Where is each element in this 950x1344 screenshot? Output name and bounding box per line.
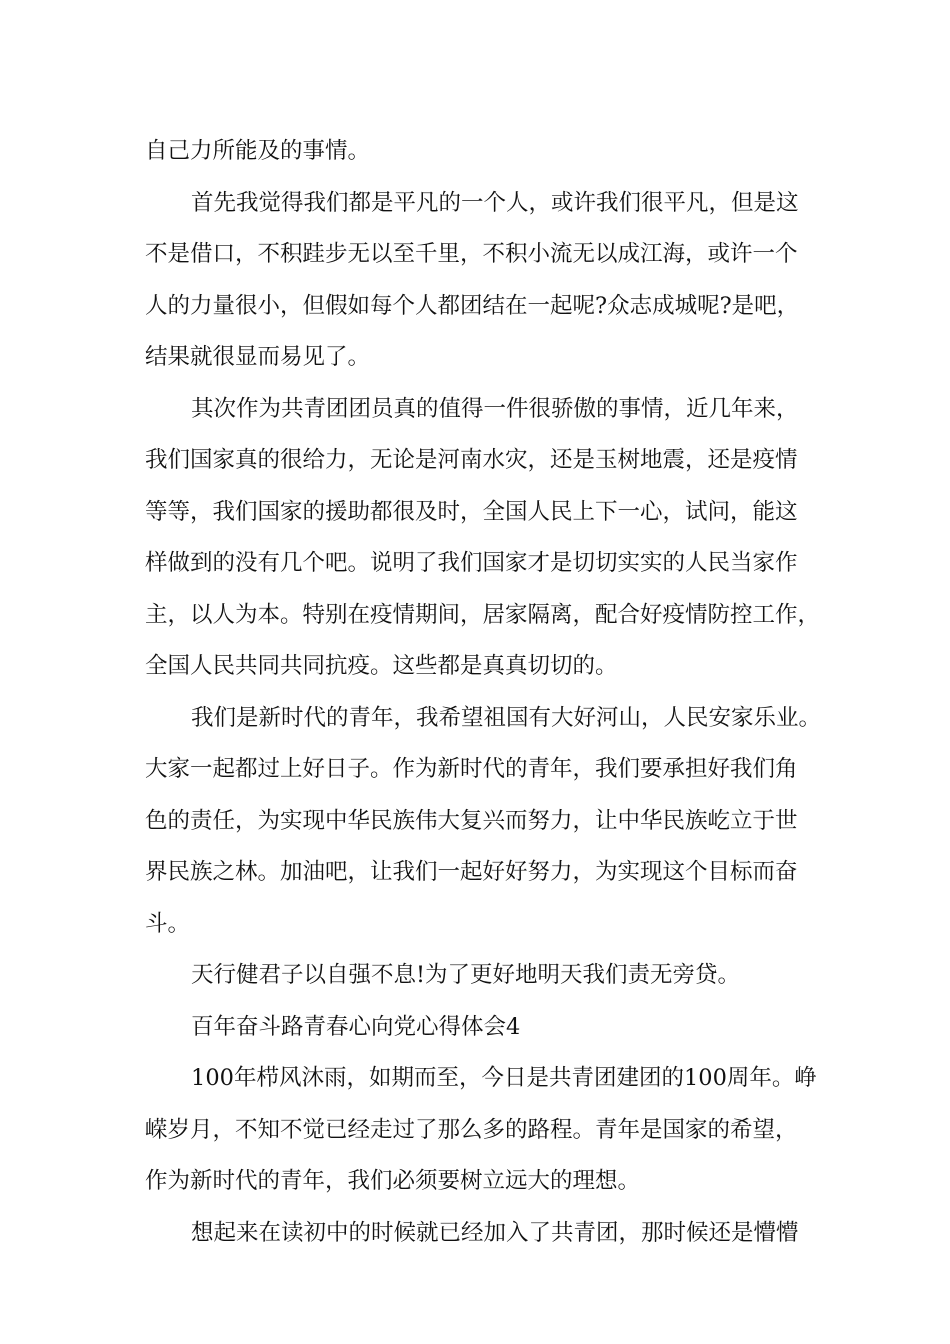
text-line: 作为新时代的青年，我们必须要树立远大的理想。 — [145, 1168, 641, 1194]
text-line: 自己力所能及的事情。 — [145, 138, 371, 164]
text-line: 色的责任，为实现中华民族伟大复兴而努力，让中华民族屹立于世 — [145, 807, 798, 834]
text-line: 想起来在读初中的时候就已经加入了共青团，那时候还是懵懵 — [191, 1219, 799, 1246]
text-line: 100年栉风沐雨，如期而至，今日是共青团建团的100周年。峥 — [191, 1065, 817, 1091]
text-line: 其次作为共青团团员真的值得一件很骄傲的事情，近几年来， — [191, 395, 799, 422]
text-line: 我们是新时代的青年，我希望祖国有大好河山，人民安家乐业。 — [191, 704, 822, 731]
text-line: 不是借口，不积跬步无以至千里，不积小流无以成江海，或许一个 — [145, 241, 798, 267]
text-line: 斗。 — [145, 910, 191, 937]
body-text — [145, 126, 825, 1259]
text-line: 天行健君子以自强不息!为了更好地明天我们责无旁贷。 — [191, 962, 741, 988]
section-heading: 百年奋斗路青春心向党心得体会4 — [191, 1013, 521, 1040]
text-line: 等等，我们国家的援助都很及时，全国人民上下一心，试问，能这 — [145, 498, 798, 525]
text-line: 我们国家真的很给力，无论是河南水灾，还是玉树地震，还是疫情 — [145, 447, 798, 473]
text-line: 首先我觉得我们都是平凡的一个人，或许我们很平凡，但是这 — [191, 189, 799, 216]
text-line: 界民族之林。加油吧，让我们一起好好努力，为实现这个目标而奋 — [145, 859, 798, 885]
text-line: 嵘岁月，不知不觉已经走过了那么多的路程。青年是国家的希望， — [145, 1116, 798, 1143]
text-line: 样做到的没有几个吧。说明了我们国家才是切切实实的人民当家作 — [145, 550, 798, 576]
text-line: 全国人民共同共同抗疫。这些都是真真切切的。 — [145, 653, 618, 679]
text-line: 人的力量很小，但假如每个人都团结在一起呢?众志成城呢?是吧， — [145, 292, 800, 319]
text-line: 主，以人为本。特别在疫情期间，居家隔离，配合好疫情防控工作， — [145, 601, 821, 628]
text-line: 结果就很显而易见了。 — [145, 344, 371, 370]
text-line: 大家一起都过上好日子。作为新时代的青年，我们要承担好我们角 — [145, 756, 798, 782]
